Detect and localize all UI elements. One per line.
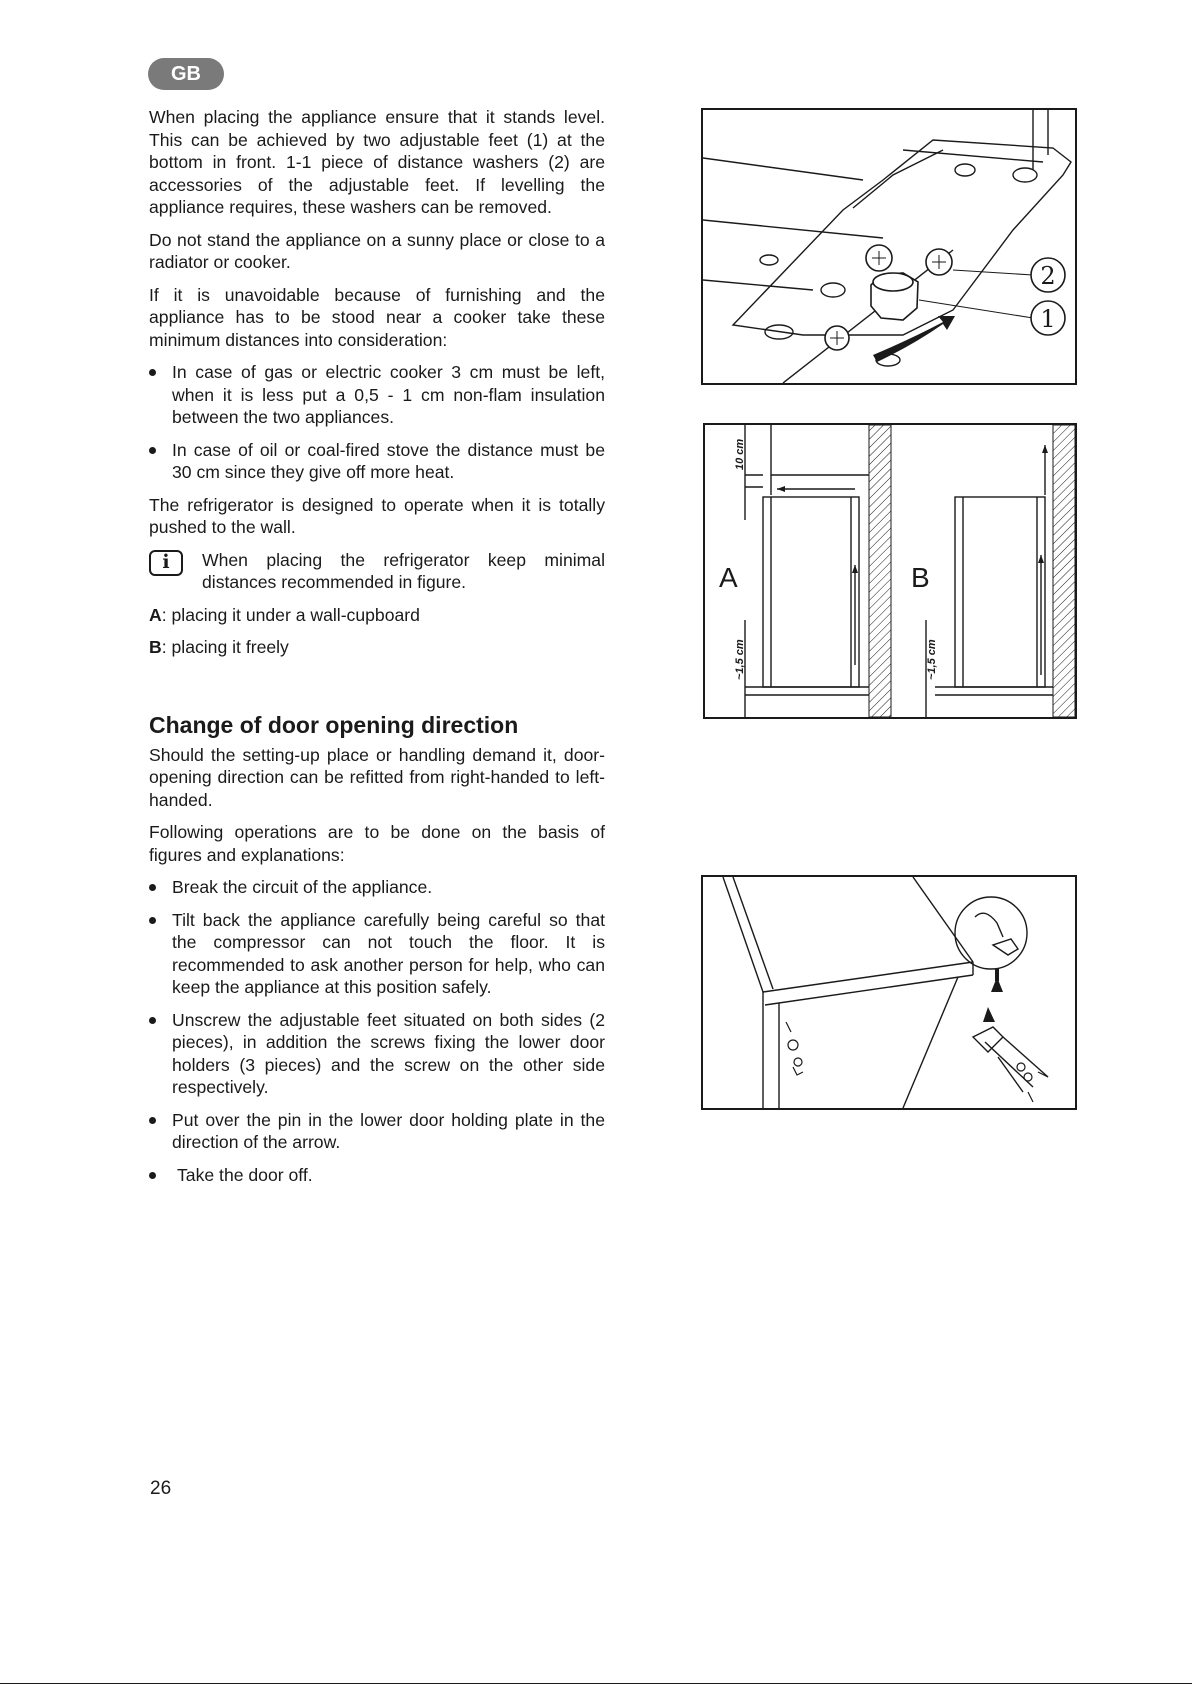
legend-a-key: A xyxy=(149,604,162,625)
list-item: In case of oil or coal-fired stove the distance must be 30 cm since they give off more heat. xyxy=(149,439,605,484)
list-item: Break the circuit of the appliance. xyxy=(149,876,605,899)
list-item: Tilt back the appliance carefully being careful so that the compressor can not touch the floor. It is recommended to ask another person for help, who can keep the appliance at this position safely. xyxy=(149,909,605,999)
top-distance-label: 10 cm xyxy=(734,438,746,470)
list-item: Put over the pin in the lower door holding plate in the direction of the arrow. xyxy=(149,1109,605,1154)
bottom-distance-label-b: ~1,5 cm xyxy=(926,639,938,680)
intro-paragraph-sunny: Do not stand the appliance on a sunny place or close to a radiator or cooker. xyxy=(149,229,605,272)
callout-feet-number: 1 xyxy=(1040,305,1056,333)
page-number: 26 xyxy=(150,1478,172,1499)
bottom-rule xyxy=(0,1683,1192,1684)
legend-b-text: : placing it freely xyxy=(161,637,289,657)
door-removal-figure xyxy=(701,875,1077,1110)
adjustable-feet-figure xyxy=(701,108,1077,385)
list-item: In case of gas or electric cooker 3 cm must be left, when it is less put a 0,5 - 1 cm non-flam insulation between the two appliances. xyxy=(149,361,605,429)
callout-washer-number: 2 xyxy=(1040,262,1056,290)
legend-b-key: B xyxy=(149,637,162,657)
info-note xyxy=(149,549,605,594)
adjustable-feet-illustration xyxy=(703,110,1075,383)
door-paragraph-intro: Should the setting-up place or handling demand it, door-opening direction can be refitted from right-handed to left-handed. xyxy=(149,744,605,810)
door-steps-list xyxy=(149,876,605,1186)
legend-b xyxy=(149,636,605,659)
legend-a-text: : placing it under a wall-cupboard xyxy=(161,604,420,625)
info-note-text: When placing the refrigerator keep minimal distances recommended in figure. xyxy=(202,549,605,592)
text-column xyxy=(149,106,605,1196)
intro-paragraph-levelling: When placing the appliance ensure that it stands level. This can be achieved by two adjustable feet (1) at the bottom in front. 1-1 piece of distance washers (2) are accessories of the adjustable feet. If levelling the appliance requires, these washers can be removed. xyxy=(149,107,605,217)
language-badge: GB xyxy=(148,58,224,90)
distances-illustration xyxy=(705,425,1075,717)
list-item: Take the door off. xyxy=(149,1164,605,1187)
list-item: Unscrew the adjustable feet situated on both sides (2 pieces), in addition the screws fixing the lower door holders (3 pieces) and the screw on the other side respectively. xyxy=(149,1009,605,1099)
bottom-distance-label-a: ~1,5 cm xyxy=(734,639,746,680)
legend-a xyxy=(149,604,605,627)
placement-b-label: B xyxy=(911,562,930,593)
door-paragraph-operations: Following operations are to be done on the basis of figures and explanations: xyxy=(149,822,605,865)
info-icon: i xyxy=(149,550,183,576)
distances-figure xyxy=(703,423,1077,719)
door-removal-illustration xyxy=(703,877,1075,1108)
placement-a-label: A xyxy=(719,562,738,593)
intro-paragraph-cooker: If it is unavoidable because of furnishing and the appliance has to be stood near a cooker take these minimum distances into consideration: xyxy=(149,284,605,350)
section-title: Change of door opening direction xyxy=(149,711,519,738)
intro-paragraph-wall: The refrigerator is designed to operate when it is totally pushed to the wall. xyxy=(149,494,605,537)
distance-bullet-list xyxy=(149,361,605,484)
